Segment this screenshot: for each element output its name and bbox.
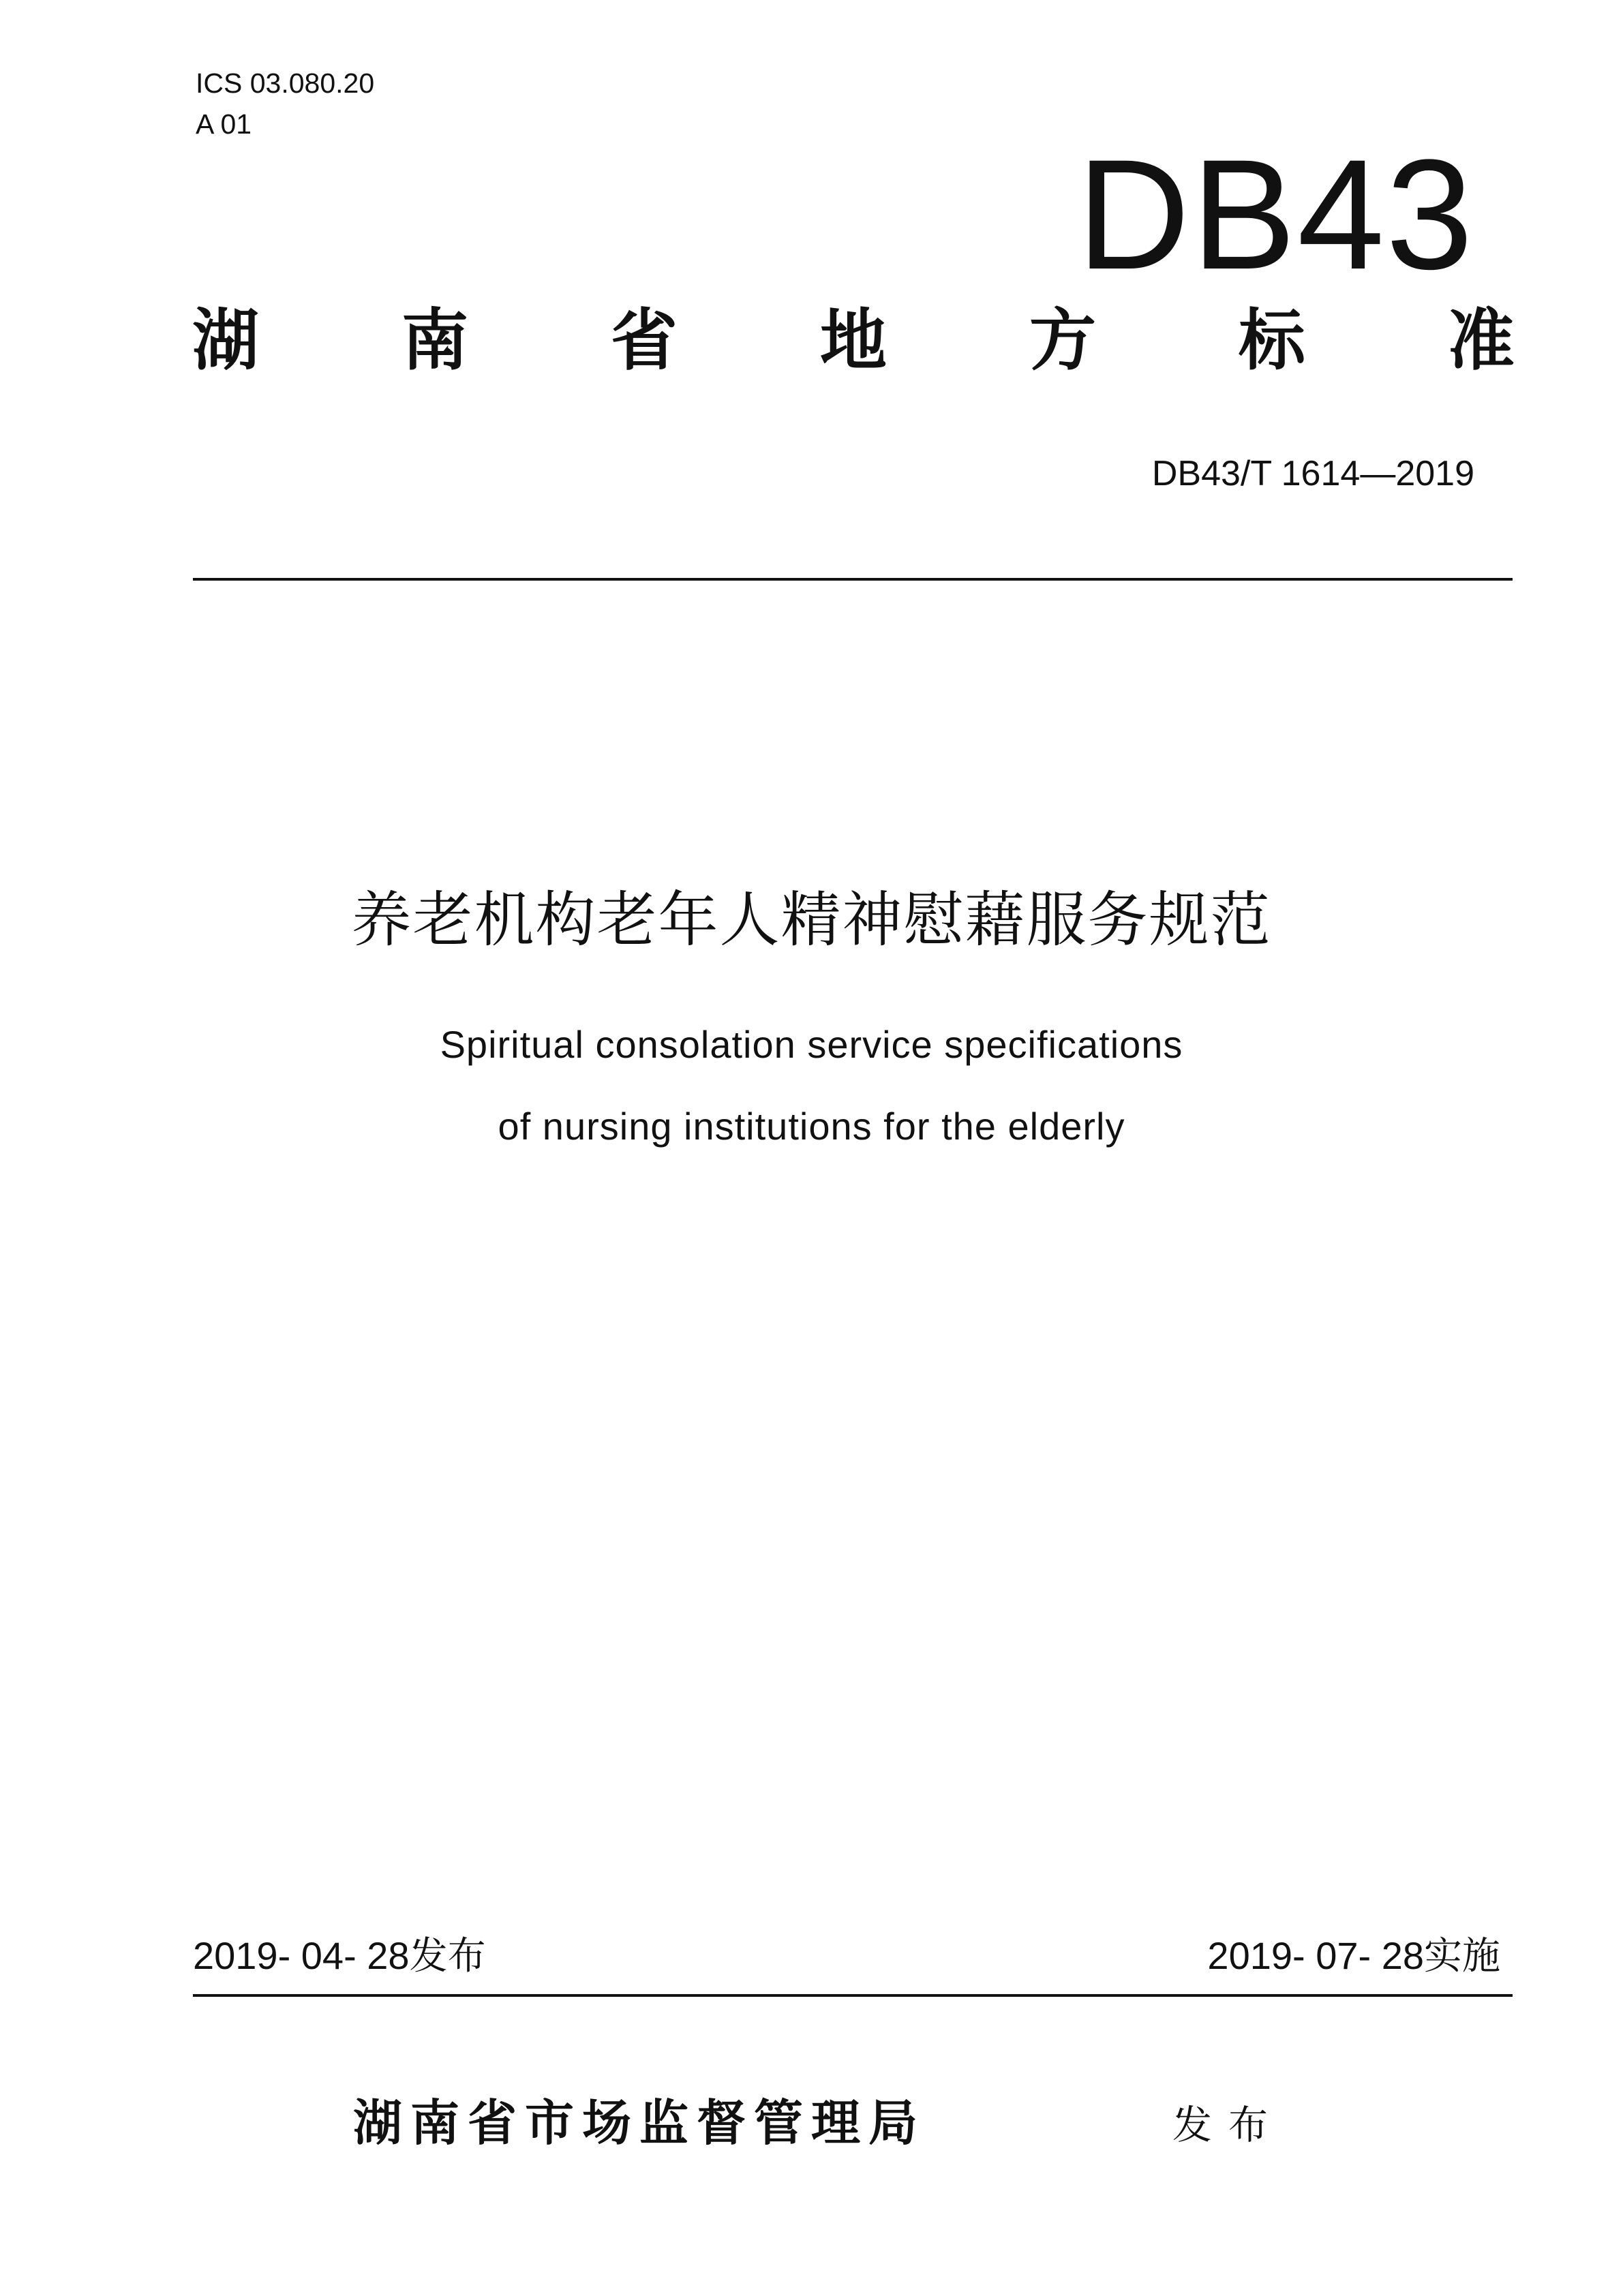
standard-type-char: 标: [1238, 302, 1305, 380]
issue-action: 发布: [1172, 2102, 1285, 2148]
standard-number: DB43/T 1614—2019: [1151, 454, 1474, 493]
standard-type-char: 南: [401, 302, 468, 380]
issue-date: 2019- 04- 28发布: [193, 1934, 486, 1977]
standard-type-char: 准: [1447, 302, 1515, 380]
english-title-line-2: of nursing institutions for the elderly: [498, 1105, 1125, 1148]
standard-type-char: 地: [819, 302, 887, 380]
standard-mark: DB43: [1076, 127, 1474, 302]
ics-code: ICS 03.080.20: [196, 67, 375, 99]
standard-type-heading: [192, 300, 1515, 382]
standard-type-char: 省: [610, 302, 678, 380]
chinese-title: 养老机构老年人精神慰藉服务规范: [351, 885, 1272, 955]
classification-codes: [196, 63, 374, 144]
standard-type-char: 湖: [192, 302, 260, 380]
ccs-code: A 01: [196, 108, 252, 140]
implementation-date: 2019- 07- 28实施: [1207, 1934, 1500, 1977]
top-divider: [193, 578, 1513, 581]
bottom-divider: [193, 1994, 1513, 1997]
standard-type-char: 方: [1029, 302, 1096, 380]
english-title-line-1: Spiritual consolation service specifications: [440, 1023, 1183, 1066]
issuing-authority: 湖南省市场监督管理局: [353, 2094, 926, 2152]
